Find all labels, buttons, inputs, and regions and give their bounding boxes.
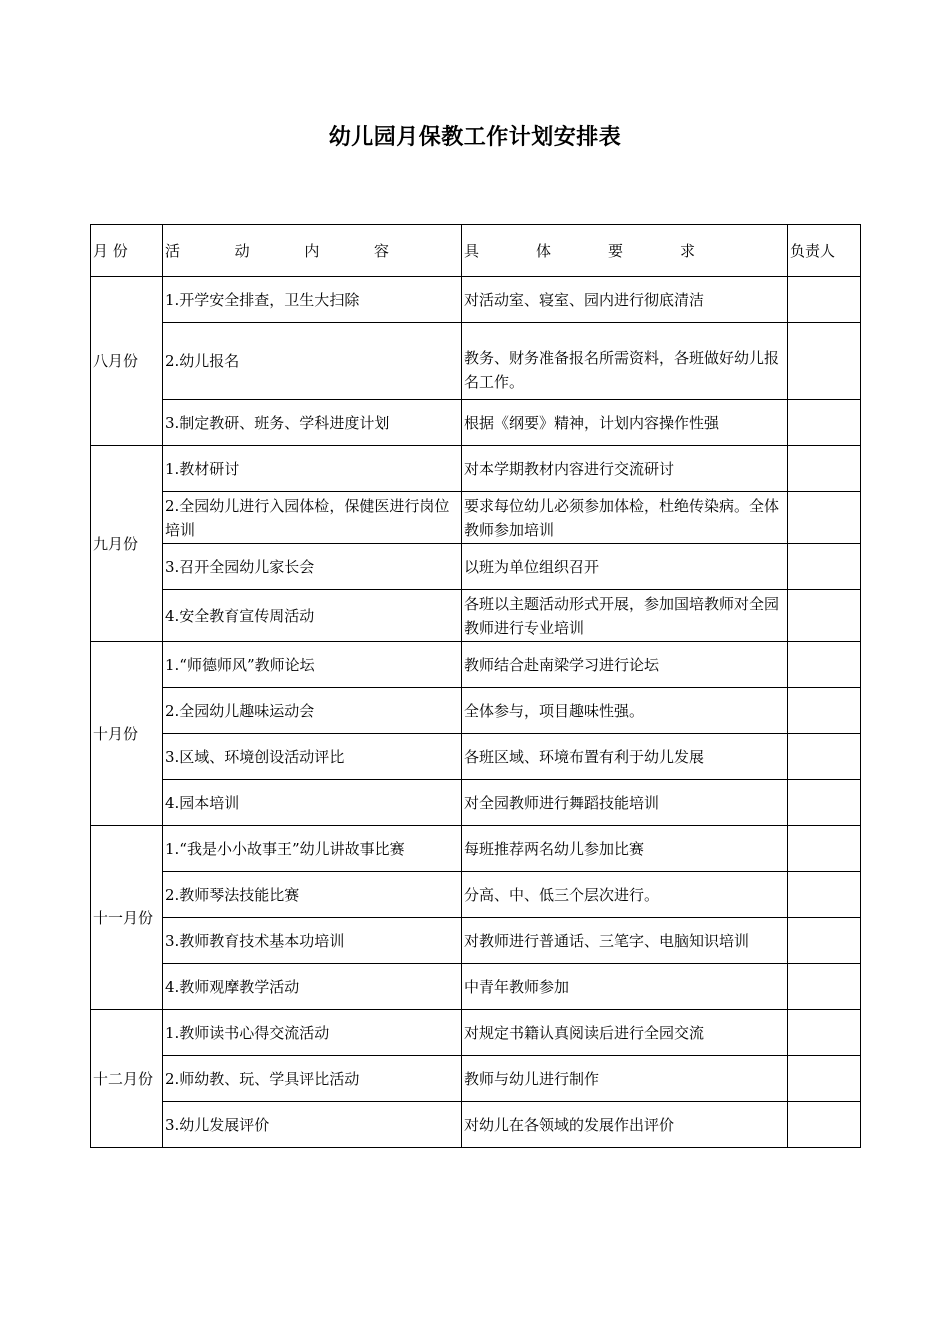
page-title: 幼儿园月保教工作计划安排表 bbox=[328, 125, 622, 150]
activity-cell: 3.制定教研、班务、学科进度计划 bbox=[163, 400, 462, 446]
requirement-cell: 分高、中、低三个层次进行。 bbox=[462, 872, 788, 918]
header-requirement-char: 具 bbox=[464, 241, 480, 260]
owner-cell bbox=[788, 964, 861, 1010]
activity-cell: 4.教师观摩教学活动 bbox=[163, 964, 462, 1010]
header-activity-char: 活 bbox=[165, 241, 181, 260]
table-row bbox=[91, 400, 861, 446]
month-cell: 十月份 bbox=[91, 642, 163, 826]
owner-cell bbox=[788, 1010, 861, 1056]
activity-cell: 1.教材研讨 bbox=[163, 446, 462, 492]
table-row bbox=[91, 688, 861, 734]
activity-cell: 4.安全教育宣传周活动 bbox=[163, 590, 462, 642]
owner-cell bbox=[788, 1056, 861, 1102]
header-requirement-char: 体 bbox=[535, 241, 551, 260]
table-row bbox=[91, 590, 861, 642]
owner-cell bbox=[788, 688, 861, 734]
month-cell: 十二月份 bbox=[91, 1010, 163, 1148]
owner-cell bbox=[788, 826, 861, 872]
requirement-cell: 教务、财务准备报名所需资料，各班做好幼儿报名工作。 bbox=[462, 323, 788, 400]
requirement-cell: 全体参与，项目趣味性强。 bbox=[462, 688, 788, 734]
table-row bbox=[91, 446, 861, 492]
table-row bbox=[91, 734, 861, 780]
owner-cell bbox=[788, 1102, 861, 1148]
activity-cell: 2.全园幼儿趣味运动会 bbox=[163, 688, 462, 734]
activity-cell: 2.教师琴法技能比赛 bbox=[163, 872, 462, 918]
owner-cell bbox=[788, 492, 861, 544]
table-row bbox=[91, 1102, 861, 1148]
activity-cell: 1.“我是小小故事王”幼儿讲故事比赛 bbox=[163, 826, 462, 872]
table-row bbox=[91, 492, 861, 544]
activity-cell: 1.开学安全排查，卫生大扫除 bbox=[163, 277, 462, 323]
owner-cell bbox=[788, 544, 861, 590]
activity-cell: 3.幼儿发展评价 bbox=[163, 1102, 462, 1148]
table-row bbox=[91, 826, 861, 872]
table-row bbox=[91, 780, 861, 826]
header-month: 月 份 bbox=[91, 225, 163, 277]
owner-cell bbox=[788, 872, 861, 918]
requirement-cell: 每班推荐两名幼儿参加比赛 bbox=[462, 826, 788, 872]
activity-cell: 4.园本培训 bbox=[163, 780, 462, 826]
owner-cell bbox=[788, 400, 861, 446]
requirement-cell: 对规定书籍认真阅读后进行全园交流 bbox=[462, 1010, 788, 1056]
plan-table bbox=[90, 224, 861, 1148]
activity-cell: 3.教师教育技术基本功培训 bbox=[163, 918, 462, 964]
header-owner: 负责人 bbox=[788, 225, 861, 277]
header-activity-char: 内 bbox=[304, 241, 320, 260]
requirement-cell: 各班以主题活动形式开展，参加国培教师对全园教师进行专业培训 bbox=[462, 590, 788, 642]
table-row bbox=[91, 323, 861, 400]
requirement-cell: 对教师进行普通话、三笔字、电脑知识培训 bbox=[462, 918, 788, 964]
owner-cell bbox=[788, 918, 861, 964]
table-row bbox=[91, 1010, 861, 1056]
month-cell: 八月份 bbox=[91, 277, 163, 446]
month-cell: 十一月份 bbox=[91, 826, 163, 1010]
owner-cell bbox=[788, 642, 861, 688]
requirement-cell: 对活动室、寝室、园内进行彻底清洁 bbox=[462, 277, 788, 323]
month-cell: 九月份 bbox=[91, 446, 163, 642]
requirement-cell: 根据《纲要》精神，计划内容操作性强 bbox=[462, 400, 788, 446]
activity-cell: 1.“师德师风”教师论坛 bbox=[163, 642, 462, 688]
owner-cell bbox=[788, 323, 861, 400]
activity-cell: 3.召开全园幼儿家长会 bbox=[163, 544, 462, 590]
header-activity bbox=[163, 225, 462, 277]
header-row bbox=[91, 225, 861, 277]
requirement-cell: 对全园教师进行舞蹈技能培训 bbox=[462, 780, 788, 826]
activity-cell: 2.幼儿报名 bbox=[163, 323, 462, 400]
table-row bbox=[91, 642, 861, 688]
requirement-cell: 要求每位幼儿必须参加体检，杜绝传染病。全体教师参加培训 bbox=[462, 492, 788, 544]
requirement-cell: 各班区域、环境布置有利于幼儿发展 bbox=[462, 734, 788, 780]
owner-cell bbox=[788, 780, 861, 826]
activity-cell: 1.教师读书心得交流活动 bbox=[163, 1010, 462, 1056]
owner-cell bbox=[788, 734, 861, 780]
header-requirement-char: 求 bbox=[679, 241, 695, 260]
activity-cell: 2.全园幼儿进行入园体检，保健医进行岗位培训 bbox=[163, 492, 462, 544]
header-activity-char: 动 bbox=[234, 241, 250, 260]
header-activity-char: 容 bbox=[373, 241, 389, 260]
table-row bbox=[91, 964, 861, 1010]
table-row bbox=[91, 1056, 861, 1102]
table-row bbox=[91, 918, 861, 964]
requirement-cell: 对本学期教材内容进行交流研讨 bbox=[462, 446, 788, 492]
activity-cell: 3.区域、环境创设活动评比 bbox=[163, 734, 462, 780]
header-requirement-char: 要 bbox=[607, 241, 623, 260]
table-row bbox=[91, 544, 861, 590]
owner-cell bbox=[788, 277, 861, 323]
header-requirement bbox=[462, 225, 788, 277]
requirement-cell: 以班为单位组织召开 bbox=[462, 544, 788, 590]
requirement-cell: 对幼儿在各领域的发展作出评价 bbox=[462, 1102, 788, 1148]
table-row bbox=[91, 872, 861, 918]
owner-cell bbox=[788, 446, 861, 492]
owner-cell bbox=[788, 590, 861, 642]
requirement-cell: 中青年教师参加 bbox=[462, 964, 788, 1010]
requirement-cell: 教师与幼儿进行制作 bbox=[462, 1056, 788, 1102]
table-row bbox=[91, 277, 861, 323]
requirement-cell: 教师结合赴南梁学习进行论坛 bbox=[462, 642, 788, 688]
activity-cell: 2.师幼教、玩、学具评比活动 bbox=[163, 1056, 462, 1102]
